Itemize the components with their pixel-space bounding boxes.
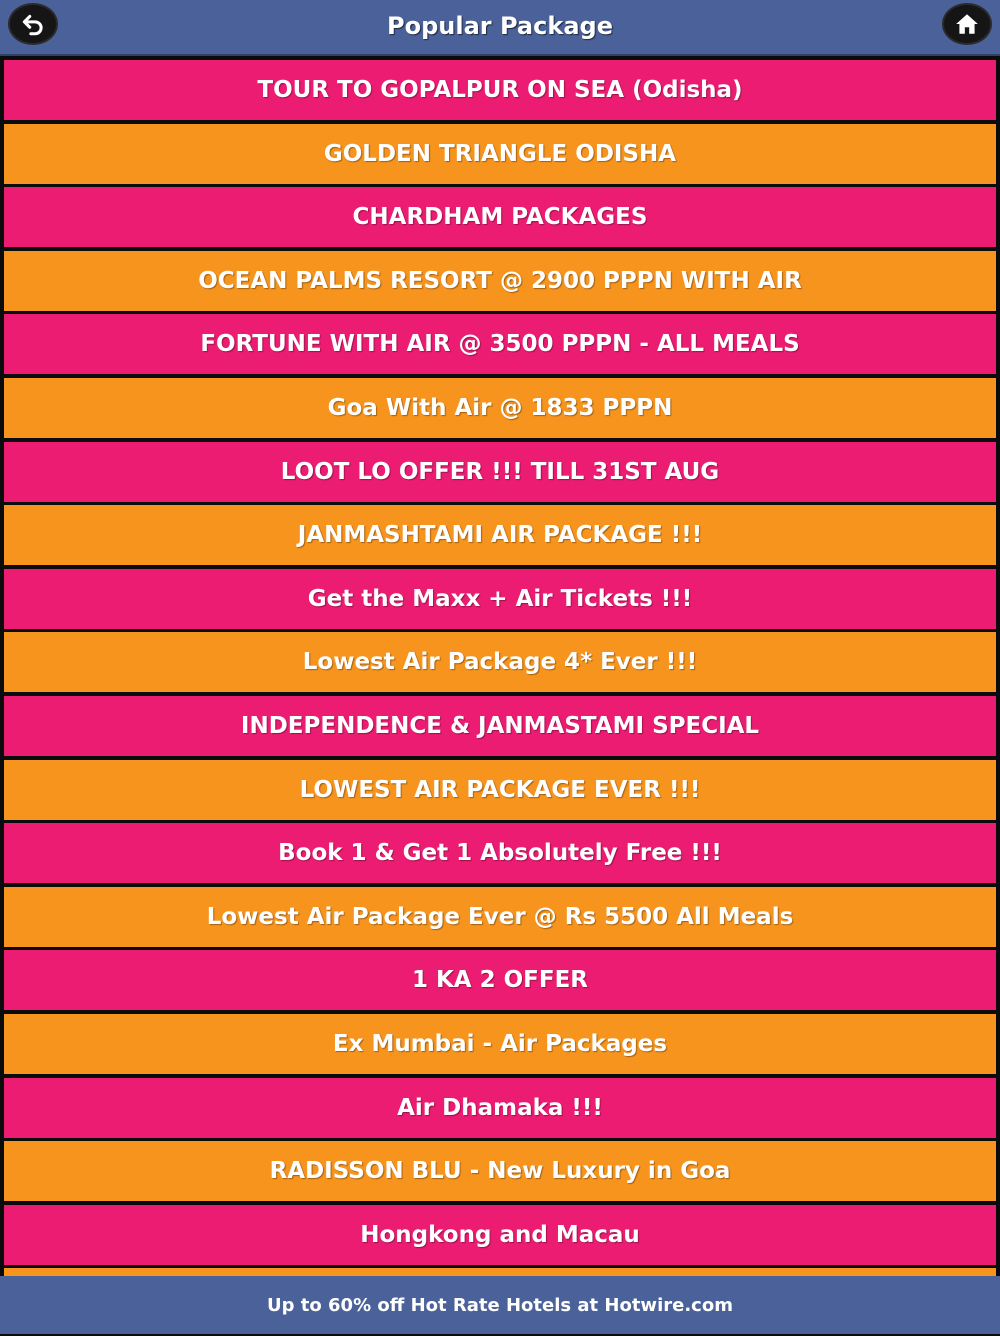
package-list-item[interactable]: TOUR TO GOPALPUR ON SEA (Odisha)	[4, 60, 996, 120]
package-list-item[interactable]: LOOT LO OFFER !!! TILL 31ST AUG	[4, 442, 996, 502]
package-list-item[interactable]: INDEPENDENCE & JANMASTAMI SPECIAL	[4, 696, 996, 756]
package-list-item[interactable]: Hongkong and Macau	[4, 1205, 996, 1265]
package-list	[0, 58, 1000, 1276]
package-list-item[interactable]: Lowest Air Package 4* Ever !!!	[4, 632, 996, 692]
page-title: Popular Package	[387, 12, 613, 40]
package-list-item[interactable]: 1 KA 2 OFFER	[4, 950, 996, 1010]
package-list-item[interactable]: Book 1 & Get 1 Absolutely Free !!!	[4, 823, 996, 883]
package-list-item[interactable]: LOWEST AIR PACKAGE EVER !!!	[4, 760, 996, 820]
home-button[interactable]	[942, 3, 992, 45]
ad-banner[interactable]: Up to 60% off Hot Rate Hotels at Hotwire.com	[0, 1276, 1000, 1334]
package-list-item[interactable]: OCEAN PALMS RESORT @ 2900 PPPN WITH AIR	[4, 251, 996, 311]
package-list-item[interactable]: Goa With Air @ 1833 PPPN	[4, 378, 996, 438]
package-list-item[interactable]: FORTUNE WITH AIR @ 3500 PPPN - ALL MEALS	[4, 314, 996, 374]
package-list-item[interactable]: Air Dhamaka !!!	[4, 1078, 996, 1138]
home-icon	[954, 11, 980, 37]
package-list-item[interactable]: Ex Mumbai - Air Packages	[4, 1014, 996, 1074]
package-list-item[interactable]: Lowest Air Package Ever @ Rs 5500 All Meals	[4, 887, 996, 947]
package-list-item[interactable]: CHARDHAM PACKAGES	[4, 187, 996, 247]
top-app-bar	[0, 0, 1000, 56]
package-list-item[interactable]: GOLDEN TRIANGLE ODISHA	[4, 124, 996, 184]
package-list-item[interactable]: Get the Maxx + Air Tickets !!!	[4, 569, 996, 629]
package-list-item[interactable]: RADISSON BLU - New Luxury in Goa	[4, 1141, 996, 1201]
package-list-item[interactable]: JANMASHTAMI AIR PACKAGE !!!	[4, 505, 996, 565]
package-list-item[interactable]	[4, 1268, 996, 1276]
